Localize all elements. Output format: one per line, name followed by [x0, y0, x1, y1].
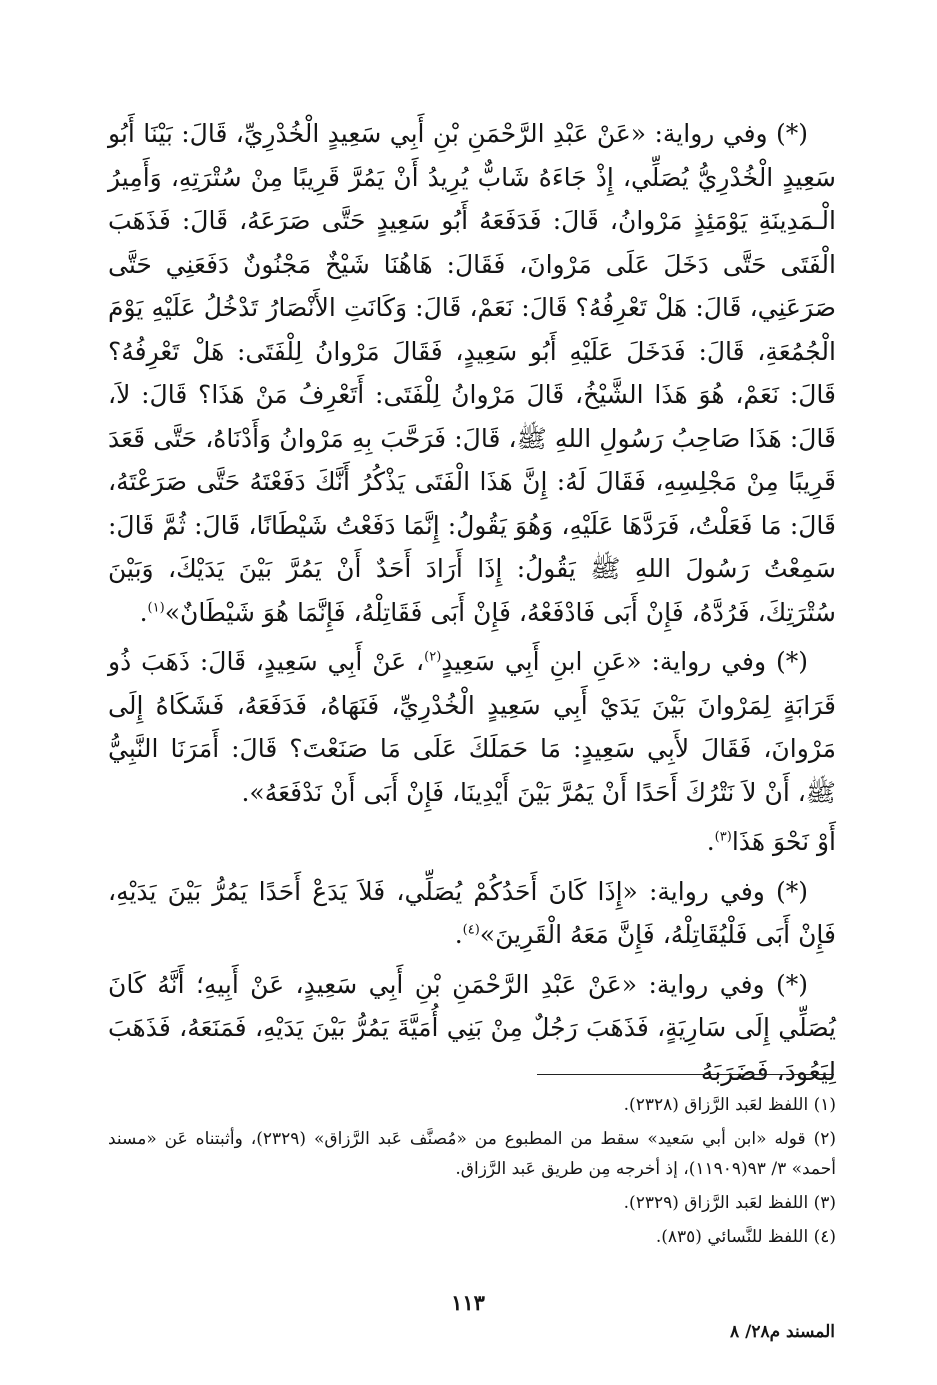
footnote-1: (١) اللفظ لعَبد الرَّزاق (٢٣٢٨).	[623, 1095, 836, 1115]
paragraph-text-continued: ، عَنْ أَبِي سَعِيدٍ، قَالَ: ذَهَبَ ذُو قَرَابَةٍ لِمَرْوانَ بَيْنَ يَدَيْ أَبِي سَعِيدٍ الْخُدْرِيِّ، فَنَهَاهُ، فَدَفَعَهُ، فَشَكَاهُ إِلَى مَرْوانَ، فَقَالَ لأَبِي سَعِيدٍ: مَا حَمَلَكَ عَلَى مَا صَنَعْتَ؟ قَالَ: أَمَرَنَا النَّبِيُّ ﷺ، أَنْ لاَ نَتْرُكَ أَحَدًا أَنْ يَمُرَّ بَيْنَ أَيْدِينَا، فَإِنْ أَبَى أَنْ نَدْفَعَهُ».	[108, 647, 836, 807]
footnote-3: (٣) اللفظ لعَبد الرَّزاق (٢٣٢٩).	[623, 1193, 836, 1213]
main-text	[108, 112, 836, 1099]
paragraph-text: أَوْ نَحْوَ هَذَا	[731, 827, 836, 856]
volume-signature: المسند م٢٨/ ٨	[730, 1322, 835, 1342]
page-number: ١١٣	[451, 1290, 485, 1315]
hadith-paragraph-2	[108, 640, 836, 814]
paragraph-text: (*) وفي رواية: «عَنِ ابنِ أَبِي سَعِيدٍ	[441, 647, 808, 676]
footnotes	[108, 1090, 836, 1256]
footnote-divider	[537, 1074, 834, 1075]
hadith-note-line	[108, 820, 836, 864]
footnote-2: (٢) قوله «ابن أبي سَعيد» سقط من المطبوع من «مُصنَّف عَبد الرَّزاق» (٢٣٢٩)، وأثبتناه عَن «مسند أحمد» ٣/ ٩٣(١١٩٠٩)، إذ أخرجه مِن طريق عَبد الرَّزاق.	[108, 1129, 837, 1179]
footnote-ref-4: (٤)	[462, 922, 480, 938]
footnote-ref-1: (١)	[147, 600, 165, 616]
footnote-ref-3: (٣)	[714, 829, 732, 845]
paragraph-text: (*) وفي رواية: «عَنْ عَبْدِ الرَّحْمَنِ بْنِ أَبِي سَعِيدٍ الْخُدْرِيِّ، قَالَ: بَيْنَا أَبُو سَعِيدٍ الْخُدْرِيُّ يُصَلِّي، إِذْ جَاءَهُ شَابٌّ يُرِيدُ أَنْ يَمُرَّ قَرِيبًا مِنْ سُتْرَتِهِ، وَأَمِيرُ الْـمَدِينَةِ يَوْمَئِذٍ مَرْوانُ، قَالَ: فَدَفَعَهُ أَبُو سَعِيدٍ حَتَّى صَرَعَهُ، قَالَ: فَذَهَبَ الْفَتَى حَتَّى دَخَلَ عَلَى مَرْوانَ، فَقَالَ: هَاهُنَا شَيْخٌ مَجْنُونٌ دَفَعَنِي حَتَّى صَرَعَنِي، قَالَ: هَلْ تَعْرِفُهُ؟ قَالَ: نَعَمْ، قَالَ: وَكَانَتِ الأَنْصَارُ تَدْخُلُ عَلَيْهِ يَوْمَ الْجُمُعَةِ، قَالَ: فَدَخَلَ عَلَيْهِ أَبُو سَعِيدٍ، فَقَالَ مَرْوانُ لِلْفَتَى: هَلْ تَعْرِفُهُ؟ قَالَ: نَعَمْ، هُوَ هَذَا الشَّيْخُ، قَالَ مَرْوانُ لِلْفَتَى: أَتَعْرِفُ مَنْ هَذَا؟ قَالَ: لاَ، قَالَ: هَذَا صَاحِبُ رَسُولِ اللهِ ﷺ، قَالَ: فَرَحَّبَ بِهِ مَرْوانُ وَأَدْنَاهُ، حَتَّى قَعَدَ قَرِيبًا مِنْ مَجْلِسِهِ، فَقَالَ لَهُ: إِنَّ هَذَا الْفَتَى يَذْكُرُ أَنَّكَ دَفَعْتَهُ حَتَّى صَرَعْتَهُ، قَالَ: مَا فَعَلْتُ، فَرَدَّهَا عَلَيْهِ، وَهُوَ يَقُولُ: إِنَّمَا دَفَعْتُ شَيْطَانًا، قَالَ: ثُمَّ قَالَ: سَمِعْتُ رَسُولَ اللهِ ﷺ يَقُولُ: إِذَا أَرَادَ أَحَدٌ أَنْ يَمُرَّ بَيْنَ يَدَيْكَ، وَبَيْنَ سُتْرَتِكَ، فَرُدَّهُ، فَإِنْ أَبَى فَادْفَعْهُ، فَإِنْ أَبَى فَقَاتِلْهُ، فَإِنَّمَا هُوَ شَيْطَانٌ»	[108, 119, 836, 627]
footnote-ref-2: (٢)	[424, 649, 442, 665]
paragraph-end: .	[139, 597, 148, 627]
paragraph-text: (*) وفي رواية: «إِذَا كَانَ أَحَدُكُمْ يُصَلِّي، فَلاَ يَدَعْ أَحَدًا يَمُرُّ بَيْنَ يَدَيْهِ، فَإِنْ أَبَى فَلْيُقَاتِلْهُ، فَإِنَّ مَعَهُ الْقَرِينَ»	[108, 876, 836, 949]
hadith-paragraph-1	[108, 112, 836, 634]
paragraph-text: (*) وفي رواية: «عَنْ عَبْدِ الرَّحْمَنِ بْنِ أَبِي سَعِيدٍ، عَنْ أَبِيهِ؛ أَنَّهُ كَانَ يُصَلِّي إِلَى سَارِيَةٍ، فَذَهَبَ رَجُلٌ مِنْ بَنِي أُمَيَّةَ يَمُرُّ بَيْنَ يَدَيْهِ، فَمَنَعَهُ، فَذَهَبَ لِيَعُودَ، فَضَرَبَهُ	[108, 969, 836, 1086]
paragraph-end: .	[454, 920, 463, 949]
hadith-paragraph-3	[108, 870, 836, 957]
paragraph-end: .	[706, 827, 715, 856]
footnote-4: (٤) اللفظ للنَّسائي (٨٣٥).	[655, 1227, 836, 1247]
